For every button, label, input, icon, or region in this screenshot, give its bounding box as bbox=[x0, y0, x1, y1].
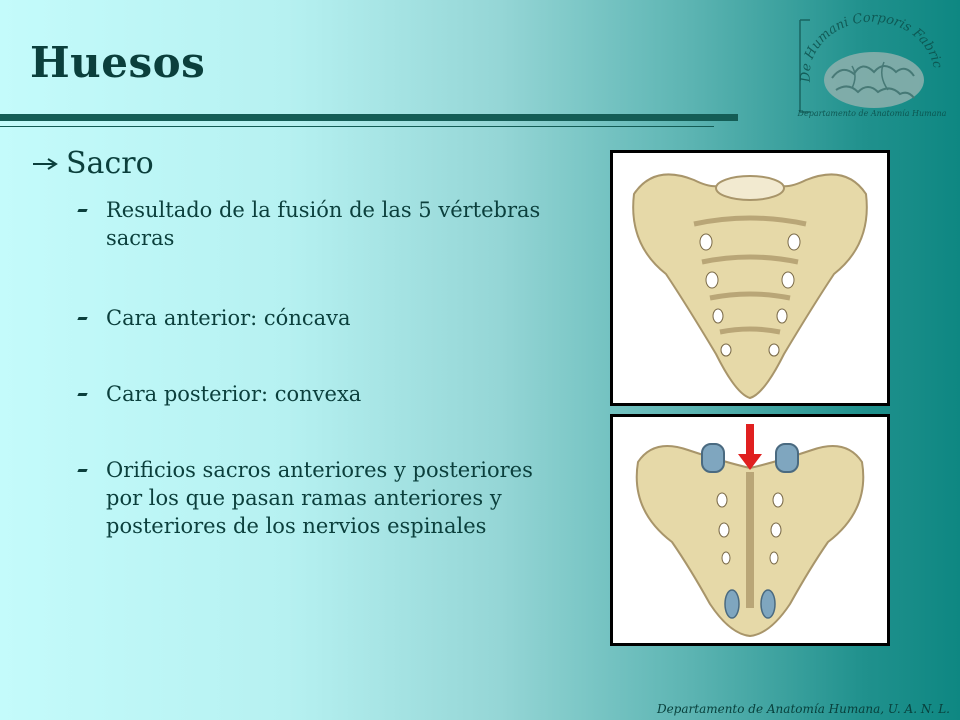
sacrum-anterior-illustration bbox=[614, 154, 886, 402]
department-logo bbox=[792, 12, 952, 122]
dash-icon bbox=[77, 209, 87, 212]
sacrum-posterior-illustration bbox=[614, 418, 886, 642]
sub-bullet-4 bbox=[80, 456, 550, 540]
sub-bullet-3 bbox=[80, 380, 580, 408]
title-rule-thin bbox=[0, 126, 714, 127]
title-rule-thick bbox=[0, 114, 738, 121]
sub-bullet-2 bbox=[80, 304, 580, 332]
bullet-sacro-text: Sacro bbox=[66, 146, 154, 181]
dash-icon bbox=[77, 393, 87, 396]
dash-icon bbox=[77, 317, 87, 320]
arrow-icon bbox=[32, 157, 60, 171]
sub-bullet-3-text: Cara posterior: convexa bbox=[106, 382, 362, 406]
sub-bullet-4-text: Orificios sacros anteriores y posteriores por los que pasan ramas anteriores y posteriores de los nervios espinales bbox=[106, 458, 533, 538]
logo-text: De Humani Corporis Fabric bbox=[798, 12, 945, 83]
sub-bullet-1-text: Resultado de la fusión de las 5 vértebras sacras bbox=[106, 198, 541, 250]
logo-subtext: Departamento de Anatomía Humana bbox=[797, 109, 947, 118]
brain-icon bbox=[824, 52, 924, 108]
sub-bullet-2-text: Cara anterior: cóncava bbox=[106, 306, 351, 330]
bullet-sacro bbox=[32, 146, 154, 181]
sacrum-posterior-image-frame bbox=[610, 414, 890, 646]
slide-title: Huesos bbox=[30, 38, 206, 87]
pointer-arrow-icon bbox=[738, 424, 762, 470]
sub-bullet-1 bbox=[80, 196, 580, 252]
dash-icon bbox=[77, 469, 87, 472]
footer-credit: Departamento de Anatomía Humana, U. A. N. L. bbox=[656, 702, 950, 716]
sacrum-anterior-image-frame bbox=[610, 150, 890, 406]
